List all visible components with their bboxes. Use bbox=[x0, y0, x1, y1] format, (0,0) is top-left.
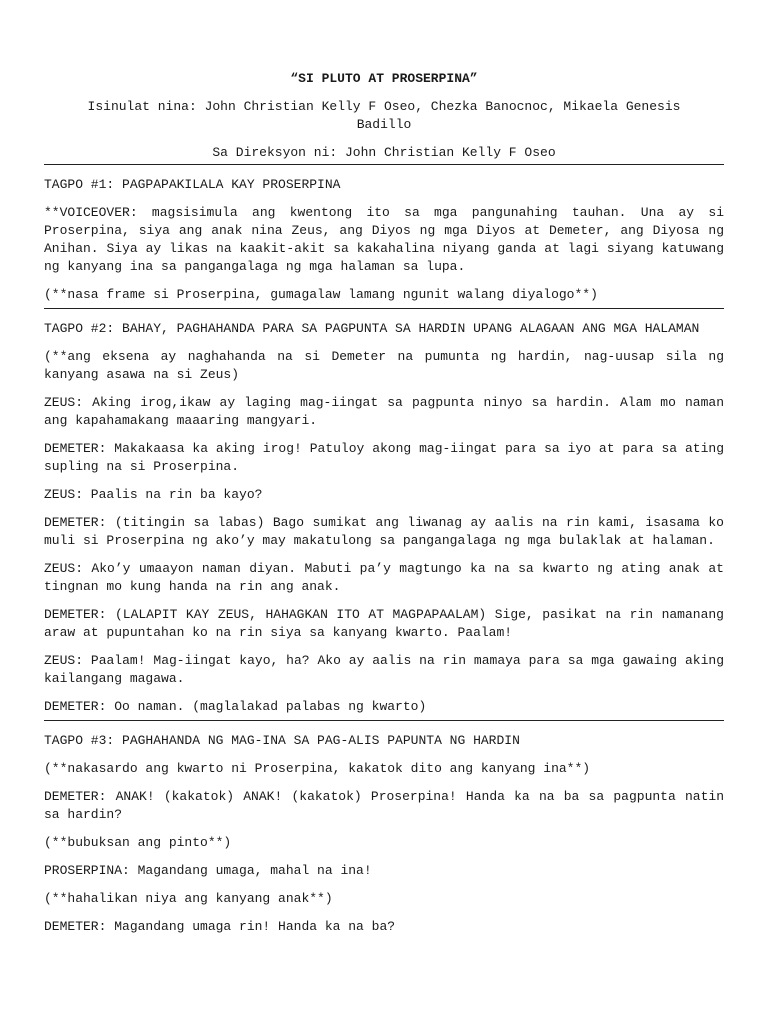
script-line: DEMETER: ANAK! (kakatok) ANAK! (kakatok) Proserpina! Handa ka na ba sa pagpunta natin sa hardin? bbox=[44, 789, 724, 822]
director-line: Sa Direksyon ni: John Christian Kelly F Oseo bbox=[212, 145, 556, 160]
scene-block bbox=[44, 721, 724, 940]
script-page bbox=[44, 70, 724, 940]
document-title: “SI PLUTO AT PROSERPINA” bbox=[290, 71, 478, 86]
script-line: PROSERPINA: Magandang umaga, mahal na ina! bbox=[44, 863, 372, 878]
script-line: (**nasa frame si Proserpina, gumagalaw lamang ngunit walang diyalogo**) bbox=[44, 287, 598, 302]
script-line: (**hahalikan niya ang kanyang anak**) bbox=[44, 891, 333, 906]
script-line: ZEUS: Paalis na rin ba kayo? bbox=[44, 487, 263, 502]
script-line: **VOICEOVER: magsisimula ang kwentong ito sa mga pangunahing tauhan. Una ay si Proserpina, siya ang anak nina Zeus, ang Diyos ng mga Diyos at Demeter, ang Diyosa ng Anihan. Siya ay likas na kaakit-akit sa kakahalina niyang ganda at lagi siyang katuwang ng kanyang ina sa pangangalaga ng mga halaman sa lupa. bbox=[44, 205, 724, 274]
script-line: (**nakasardo ang kwarto ni Proserpina, kakatok dito ang kanyang ina**) bbox=[44, 761, 591, 776]
script-line: DEMETER: Magandang umaga rin! Handa ka na ba? bbox=[44, 919, 396, 934]
scene-block bbox=[44, 165, 724, 308]
scene-heading: TAGPO #1: PAGPAPAKILALA KAY PROSERPINA bbox=[44, 177, 341, 192]
script-line: DEMETER: Makakaasa ka aking irog! Patuloy akong mag-iingat para sa iyo at para sa ating supling na si Proserpina. bbox=[44, 441, 724, 474]
authors-line: Isinulat nina: John Christian Kelly F Oseo, Chezka Banocnoc, Mikaela Genesis Badillo bbox=[87, 99, 681, 132]
script-line: (**bubuksan ang pinto**) bbox=[44, 835, 232, 850]
script-line: DEMETER: (LALAPIT KAY ZEUS, HAHAGKAN ITO AT MAGPAPAALAM) Sige, pasikat na rin namanang araw at pupuntahan ko na rin siya sa kanyang kwarto. Paalam! bbox=[44, 607, 724, 640]
scene-heading: TAGPO #3: PAGHAHANDA NG MAG-INA SA PAG-ALIS PAPUNTA NG HARDIN bbox=[44, 733, 520, 748]
script-line: ZEUS: Paalam! Mag-iingat kayo, ha? Ako ay aalis na rin mamaya para sa mga gawaing aking kailangang magawa. bbox=[44, 653, 724, 686]
scenes-container bbox=[44, 164, 724, 940]
script-line: DEMETER: (titingin sa labas) Bago sumikat ang liwanag ay aalis na rin kami, isasama ko muli si Proserpina ng ako’y may makatulong sa pangangalaga ng mga bulaklak at halaman. bbox=[44, 515, 724, 548]
scene-block bbox=[44, 309, 724, 720]
script-line: ZEUS: Aking irog,ikaw ay laging mag-iingat sa pagpunta ninyo sa hardin. Alam mo naman ang kapahamakang maaaring mangyari. bbox=[44, 395, 724, 428]
script-line: (**ang eksena ay naghahanda na si Demeter na pumunta ng hardin, nag-uusap sila ng kanyang asawa na si Zeus) bbox=[44, 349, 724, 382]
scene-heading: TAGPO #2: BAHAY, PAGHAHANDA PARA SA PAGPUNTA SA HARDIN UPANG ALAGAAN ANG MGA HALAMAN bbox=[44, 321, 700, 336]
script-line: ZEUS: Ako’y umaayon naman diyan. Mabuti pa’y magtungo ka na sa kwarto ng ating anak at tingnan mo kung handa na rin ang anak. bbox=[44, 561, 724, 594]
script-line: DEMETER: Oo naman. (maglalakad palabas ng kwarto) bbox=[44, 699, 427, 714]
